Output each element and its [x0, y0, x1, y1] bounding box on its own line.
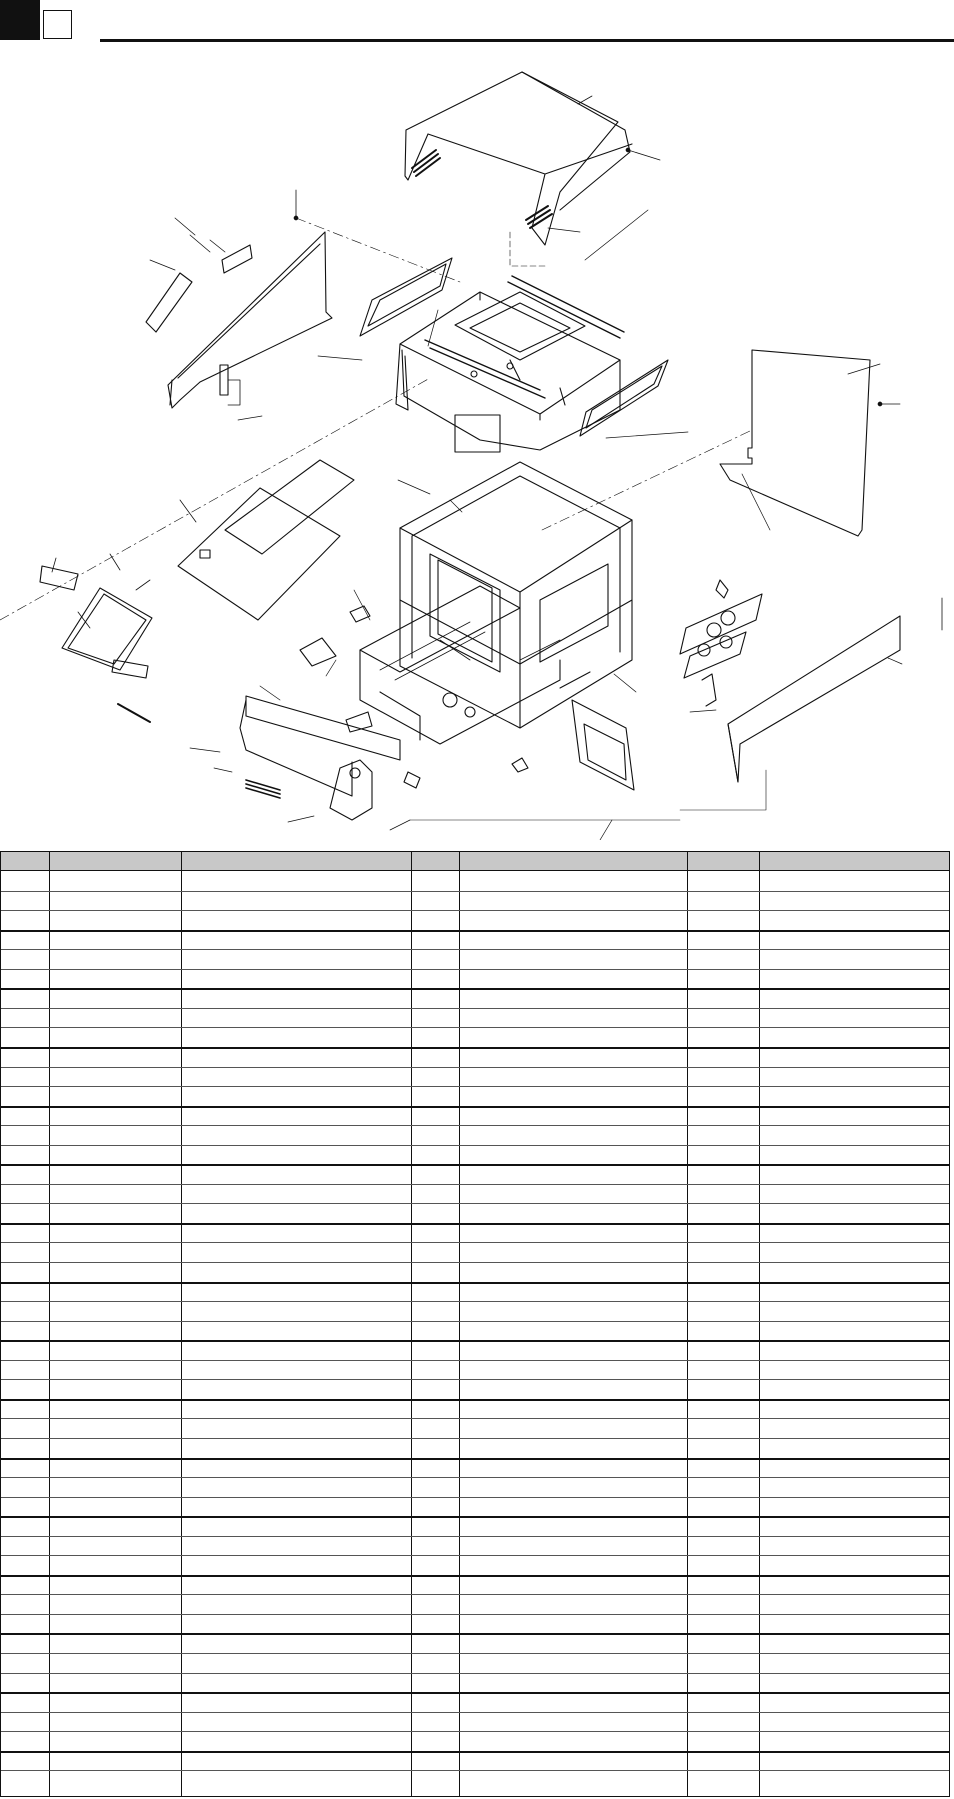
parts-table-row-divider — [1, 1379, 949, 1380]
parts-table-column-divider — [49, 852, 50, 1796]
callout-leaders — [190, 210, 902, 840]
parts-table-row-divider — [1, 1438, 949, 1439]
parts-table-column-divider — [687, 852, 688, 1796]
parts-table-row-divider — [1, 1399, 949, 1401]
parts-table-row-divider — [1, 1067, 949, 1068]
parts-table-column-divider — [181, 852, 182, 1796]
parts-table-row-divider — [1, 1223, 949, 1225]
parts-table-row-divider — [1, 949, 949, 950]
section-number-box — [43, 10, 72, 39]
parts-table-row-divider — [1, 1575, 949, 1577]
parts-table-column-divider — [411, 852, 412, 1796]
parts-table-row-divider — [1, 1614, 949, 1615]
parts-table-row-divider — [1, 1184, 949, 1185]
parts-table-row-divider — [1, 1106, 949, 1108]
exploded-view-diagram — [0, 60, 954, 840]
parts-table-row-divider — [1, 1301, 949, 1302]
parts-table-row-divider — [1, 969, 949, 970]
parts-table-row-divider — [1, 1633, 949, 1635]
lower-left-panels — [0, 378, 430, 722]
parts-table-row-divider — [1, 1770, 949, 1771]
parts-table-row-divider — [1, 930, 949, 932]
parts-table-row-divider — [1, 1731, 949, 1732]
parts-table-row-divider — [1, 1242, 949, 1243]
top-hood-panel — [405, 72, 660, 266]
parts-table-row-divider — [1, 1086, 949, 1087]
parts-table-column-divider — [759, 852, 760, 1796]
parts-table-row-divider — [1, 1145, 949, 1146]
parts-table-row-divider — [1, 1340, 949, 1342]
parts-table-row-divider — [1, 1673, 949, 1674]
right-back-panel — [720, 350, 900, 536]
parts-table-row-divider — [1, 1516, 949, 1518]
parts-table-row-divider — [1, 1047, 949, 1049]
parts-table-row-divider — [1, 1282, 949, 1284]
header-rule — [100, 39, 954, 42]
section-marker-block — [0, 0, 40, 40]
right-lower-panel — [410, 430, 942, 820]
parts-table-header — [1, 852, 949, 871]
parts-table-column-divider — [459, 852, 460, 1796]
exploded-view-svg — [0, 60, 954, 840]
parts-table-row-divider — [1, 1125, 949, 1126]
parts-table-row-divider — [1, 1692, 949, 1694]
parts-table-row-divider — [1, 1418, 949, 1419]
parts-table-row-divider — [1, 910, 949, 911]
parts-table-row-divider — [1, 1497, 949, 1498]
roof-frame-assembly — [360, 258, 668, 452]
left-side-upper-panel — [146, 190, 460, 408]
parts-table-row-divider — [1, 1536, 949, 1537]
parts-table-row-divider — [1, 1751, 949, 1753]
parts-table-row-divider — [1, 1203, 949, 1204]
parts-table-row-divider — [1, 1555, 949, 1556]
parts-table-row-divider — [1, 1712, 949, 1713]
parts-table-row-divider — [1, 1008, 949, 1009]
parts-table-row-divider — [1, 1321, 949, 1322]
parts-table-row-divider — [1, 988, 949, 990]
parts-table-row-divider — [1, 1360, 949, 1361]
parts-table-row-divider — [1, 891, 949, 892]
parts-table-row-divider — [1, 1164, 949, 1166]
parts-table-row-divider — [1, 1027, 949, 1028]
parts-table-row-divider — [1, 1458, 949, 1460]
parts-table-row-divider — [1, 1477, 949, 1478]
main-cabinet-frame — [360, 462, 632, 744]
parts-table-row-divider — [1, 1653, 949, 1654]
parts-table — [0, 851, 950, 1797]
parts-table-row-divider — [1, 1262, 949, 1263]
parts-table-row-divider — [1, 1594, 949, 1595]
lower-front-components — [240, 606, 634, 820]
